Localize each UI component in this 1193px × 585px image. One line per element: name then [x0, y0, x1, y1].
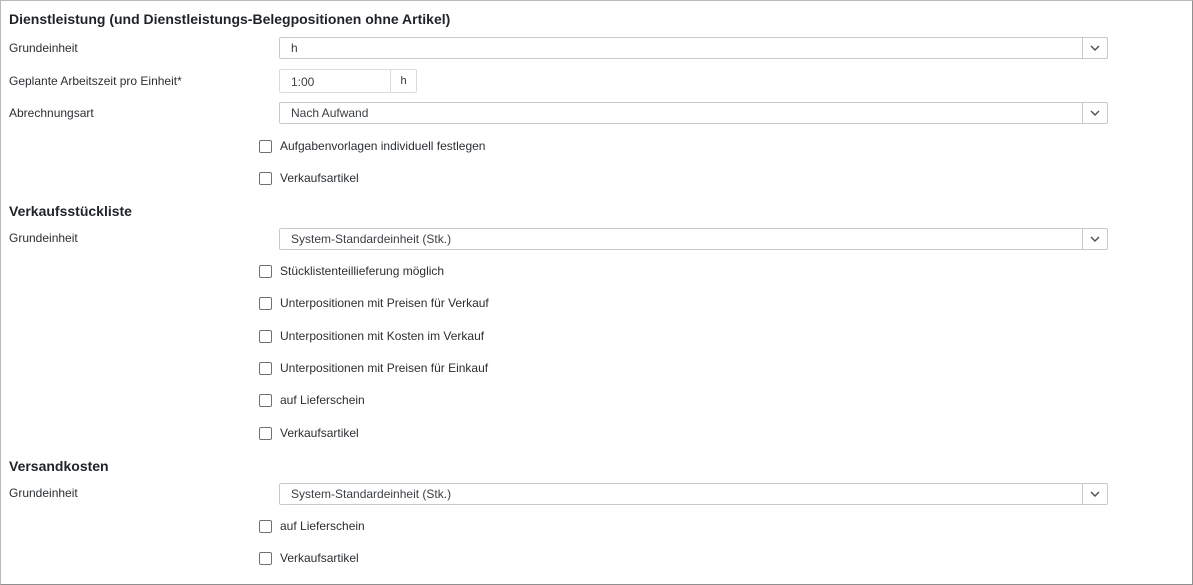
verkaufsstueckliste-grundeinheit-label: Grundeinheit: [9, 231, 78, 245]
arbeitszeit-label: Geplante Arbeitszeit pro Einheit*: [9, 74, 182, 88]
checkbox-row-teillieferung[interactable]: [259, 263, 444, 279]
dienstleistung-verkaufsartikel-checkbox[interactable]: [259, 172, 272, 185]
aufgabenvorlagen-checkbox[interactable]: [259, 140, 272, 153]
dienstleistung-verkaufsartikel-label[interactable]: Verkaufsartikel: [280, 171, 359, 185]
versand-verkaufsartikel-checkbox[interactable]: [259, 552, 272, 565]
versandkosten-grundeinheit-label: Grundeinheit: [9, 486, 78, 500]
preise-einkauf-checkbox[interactable]: [259, 362, 272, 375]
verkaufsstueckliste-grundeinheit-select[interactable]: [279, 228, 1108, 250]
arbeitszeit-input[interactable]: [279, 69, 391, 93]
checkbox-row-versand-verkaufsartikel[interactable]: [259, 550, 359, 566]
section-title-verkaufsstueckliste: Verkaufsstückliste: [9, 203, 132, 219]
section-title-versandkosten: Versandkosten: [9, 458, 109, 474]
dienstleistung-grundeinheit-select[interactable]: [279, 37, 1108, 59]
chevron-down-icon[interactable]: [1082, 38, 1107, 58]
arbeitszeit-value: 1:00: [291, 75, 315, 89]
abrechnungsart-select[interactable]: [279, 102, 1108, 124]
checkbox-row-kosten-verkauf[interactable]: [259, 328, 484, 344]
versand-lieferschein-label[interactable]: auf Lieferschein: [280, 519, 365, 533]
verkaufsstueckliste-grundeinheit-value: System-Standardeinheit (Stk.): [291, 232, 452, 246]
preise-verkauf-checkbox[interactable]: [259, 297, 272, 310]
checkbox-row-aufgabenvorlagen[interactable]: [259, 138, 485, 154]
abrechnungsart-label: Abrechnungsart: [9, 106, 94, 120]
versand-lieferschein-checkbox[interactable]: [259, 520, 272, 533]
checkbox-row-dienstleistung-verkaufsartikel[interactable]: [259, 170, 359, 186]
section-title-dienstleistung: Dienstleistung (und Dienstleistungs-Belegpositionen ohne Artikel): [9, 11, 451, 27]
versandkosten-grundeinheit-value: System-Standardeinheit (Stk.): [291, 487, 452, 501]
abrechnungsart-value: Nach Aufwand: [291, 106, 369, 120]
checkbox-row-preise-einkauf[interactable]: [259, 360, 488, 376]
checkbox-row-preise-verkauf[interactable]: [259, 295, 489, 311]
chevron-down-icon[interactable]: [1082, 484, 1107, 504]
checkbox-row-stueckliste-verkaufsartikel[interactable]: [259, 425, 359, 441]
stueckliste-lieferschein-label[interactable]: auf Lieferschein: [280, 393, 365, 407]
aufgabenvorlagen-label[interactable]: Aufgabenvorlagen individuell festlegen: [280, 139, 486, 153]
versandkosten-grundeinheit-select[interactable]: [279, 483, 1108, 505]
kosten-verkauf-label[interactable]: Unterpositionen mit Kosten im Verkauf: [280, 329, 485, 343]
stueckliste-verkaufsartikel-checkbox[interactable]: [259, 427, 272, 440]
stueckliste-lieferschein-checkbox[interactable]: [259, 394, 272, 407]
teillieferung-label[interactable]: Stücklistenteillieferung möglich: [280, 264, 445, 278]
preise-verkauf-label[interactable]: Unterpositionen mit Preisen für Verkauf: [280, 296, 489, 310]
arbeitszeit-unit: h: [391, 69, 417, 93]
kosten-verkauf-checkbox[interactable]: [259, 330, 272, 343]
stueckliste-verkaufsartikel-label[interactable]: Verkaufsartikel: [280, 426, 359, 440]
dienstleistung-grundeinheit-value: h: [291, 41, 298, 55]
checkbox-row-stueckliste-lieferschein[interactable]: [259, 392, 365, 408]
preise-einkauf-label[interactable]: Unterpositionen mit Preisen für Einkauf: [280, 361, 489, 375]
checkbox-row-versand-lieferschein[interactable]: [259, 518, 365, 534]
chevron-down-icon[interactable]: [1082, 229, 1107, 249]
chevron-down-icon[interactable]: [1082, 103, 1107, 123]
versand-verkaufsartikel-label[interactable]: Verkaufsartikel: [280, 551, 359, 565]
dienstleistung-grundeinheit-label: Grundeinheit: [9, 41, 78, 55]
teillieferung-checkbox[interactable]: [259, 265, 272, 278]
